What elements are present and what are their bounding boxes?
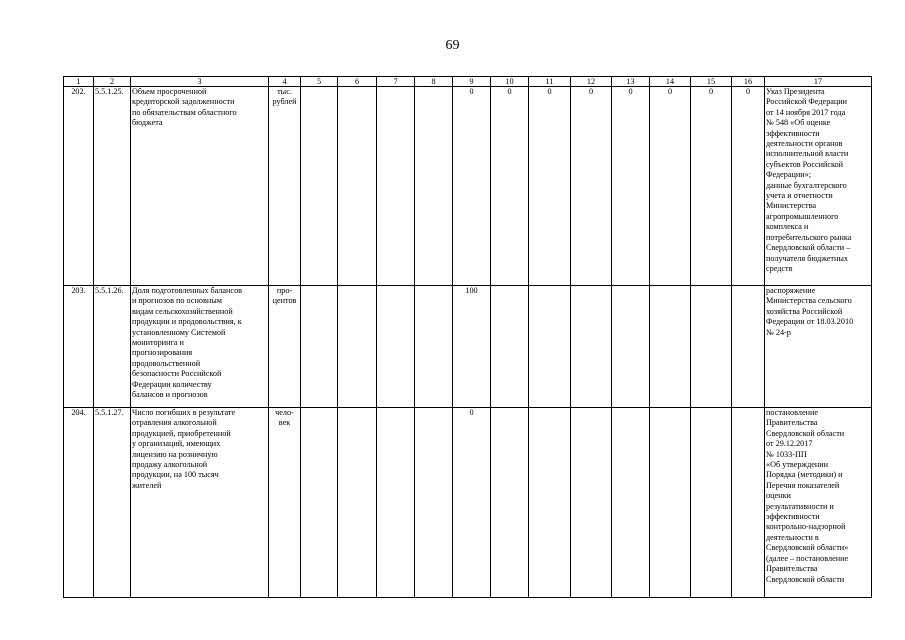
value-cell (650, 408, 691, 598)
indicators-table (63, 76, 872, 598)
value-cell: 0 (453, 87, 491, 286)
indicator-code: 5.5.1.27. (94, 408, 131, 598)
indicator-name: Доля подготовленных балансов и прогнозов по основным видам сельскохозяйственной продукции и продовольствия, к установленному Системой мониторинга и прогнозирования продовольственной безопасности Российской Федерации количеству балансов и прогнозов (131, 286, 269, 408)
value-cell (301, 408, 338, 598)
value-cell (732, 408, 765, 598)
value-cell: 0 (691, 87, 732, 286)
value-cell (491, 286, 529, 408)
column-header: 14 (650, 77, 691, 87)
value-cell (571, 286, 612, 408)
value-cell (732, 286, 765, 408)
value-cell (338, 286, 377, 408)
value-cell (301, 286, 338, 408)
value-cell: 0 (612, 87, 650, 286)
column-header: 11 (529, 77, 571, 87)
table-row (64, 408, 872, 598)
value-cell (338, 87, 377, 286)
indicator-code: 5.5.1.26. (94, 286, 131, 408)
value-cell: 0 (650, 87, 691, 286)
value-cell (529, 408, 571, 598)
value-cell: 0 (491, 87, 529, 286)
value-cell (691, 408, 732, 598)
column-header: 9 (453, 77, 491, 87)
column-header: 10 (491, 77, 529, 87)
value-cell: 0 (453, 408, 491, 598)
value-cell (529, 286, 571, 408)
value-cell (571, 408, 612, 598)
column-header: 5 (301, 77, 338, 87)
column-header: 13 (612, 77, 650, 87)
value-cell (612, 408, 650, 598)
source-document: распоряжение Министерства сельского хозяйства Российской Федерации от 18.03.2010 № 24-р (765, 286, 872, 408)
column-header: 17 (765, 77, 872, 87)
value-cell (415, 87, 453, 286)
value-cell (301, 87, 338, 286)
row-number: 202. (64, 87, 94, 286)
value-cell: 0 (571, 87, 612, 286)
source-document: постановление Правительства Свердловской области от 29.12.2017 № 1033-ПП «Об утверждении Порядка (методики) и Перечня показателей оценки результативности и эффективности контрольно-надзорной деятельности в Свердловской области» (далее – постановление Правительства Свердловской области (765, 408, 872, 598)
source-document: Указ Президента Российской Федерации от 14 ноября 2017 года № 548 «Об оценке эффективности деятельности органов исполнительной власти субъектов Российской Федерации»; данные бухгалтерского учета и отчетности Министерства агропромышленного комплекса и потребительского рынка Свердловской области – получателя бюджетных средств (765, 87, 872, 286)
column-header: 1 (64, 77, 94, 87)
column-header: 15 (691, 77, 732, 87)
indicator-name: Объем просроченной кредиторской задолженности по обязательствам областного бюджета (131, 87, 269, 286)
unit-of-measure: про- центов (269, 286, 301, 408)
value-cell (377, 286, 415, 408)
unit-of-measure: чело- век (269, 408, 301, 598)
row-number: 203. (64, 286, 94, 408)
column-header: 3 (131, 77, 269, 87)
value-cell (415, 286, 453, 408)
value-cell (377, 87, 415, 286)
value-cell (612, 286, 650, 408)
column-header: 4 (269, 77, 301, 87)
value-cell (691, 286, 732, 408)
unit-of-measure: тыс. рублей (269, 87, 301, 286)
column-header: 16 (732, 77, 765, 87)
value-cell (415, 408, 453, 598)
column-header: 12 (571, 77, 612, 87)
column-header: 8 (415, 77, 453, 87)
column-header: 2 (94, 77, 131, 87)
value-cell (491, 408, 529, 598)
indicator-code: 5.5.1.25. (94, 87, 131, 286)
row-number: 204. (64, 408, 94, 598)
table-row (64, 87, 872, 286)
page-number: 69 (445, 38, 460, 53)
value-cell (650, 286, 691, 408)
value-cell: 0 (732, 87, 765, 286)
value-cell: 100 (453, 286, 491, 408)
table-header-row (64, 77, 872, 87)
table-row (64, 286, 872, 408)
value-cell (338, 408, 377, 598)
indicator-name: Число погибших в результате отравления алкогольной продукцией, приобретенной у организаций, имеющих лицензию на розничную продажу алкогольной продукции, на 100 тысяч жителей (131, 408, 269, 598)
value-cell: 0 (529, 87, 571, 286)
column-header: 6 (338, 77, 377, 87)
column-header: 7 (377, 77, 415, 87)
value-cell (377, 408, 415, 598)
